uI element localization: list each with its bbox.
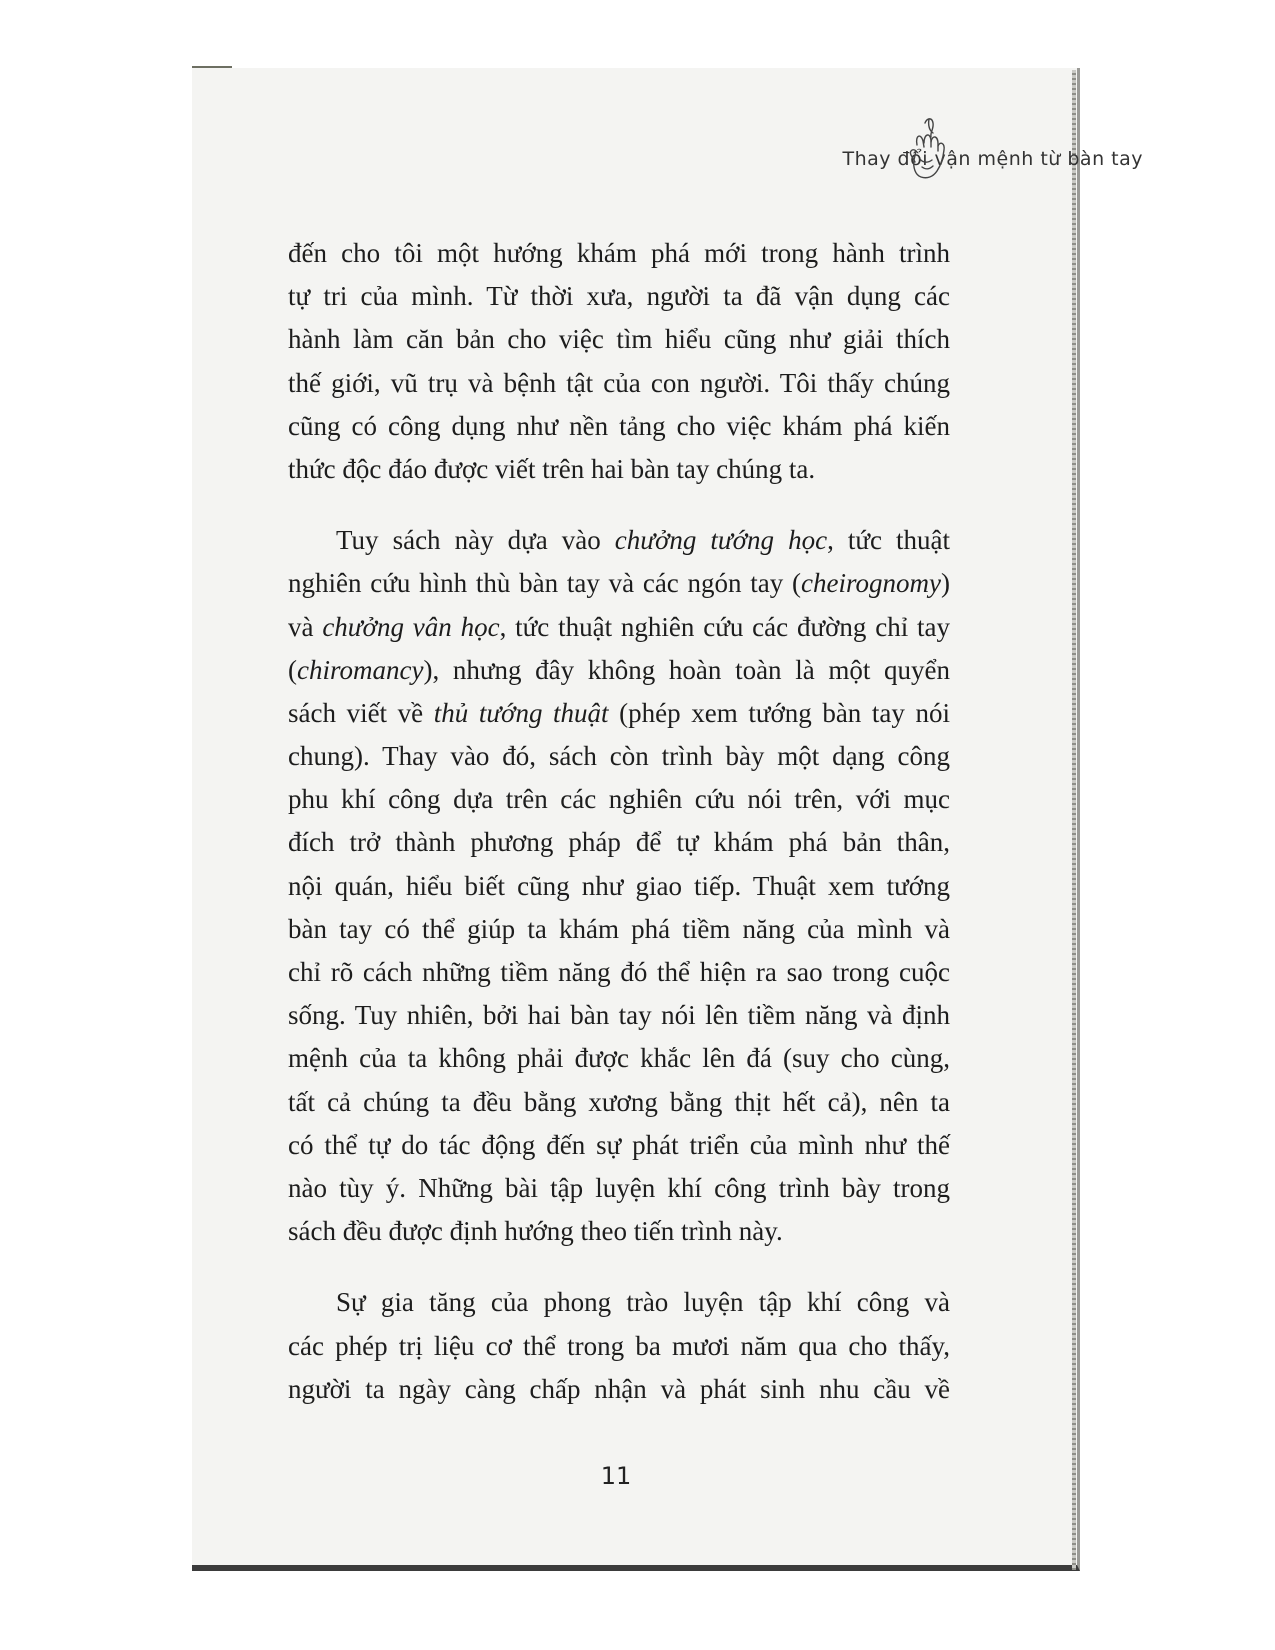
text-line: hành làm căn bản cho việc tìm hiểu cũng như giải thích — [288, 324, 950, 355]
paragraph-3 — [288, 1281, 950, 1411]
text-line: thức độc đáo được viết trên hai bàn tay chúng ta. — [288, 453, 816, 484]
hand-icon — [905, 115, 953, 185]
text-line: (chiromancy), nhưng đây không hoàn toàn là một quyển — [288, 654, 950, 685]
text-line: người ta ngày càng chấp nhận và phát sinh nhu cầu về — [288, 1373, 950, 1404]
text-line: tất cả chúng ta đều bằng xương bằng thịt hết cả), nên ta — [288, 1086, 950, 1117]
text-line: phu khí công dựa trên các nghiên cứu nói trên, với mục — [288, 784, 950, 815]
text-line: có thể tự do tác động đến sự phát triển của mình như thế — [288, 1129, 950, 1160]
running-head-title: Thay đổi vận mệnh từ bàn tay — [842, 148, 1143, 170]
text-line: cũng có công dụng như nền tảng cho việc khám phá kiến — [288, 410, 950, 441]
page-edge — [1072, 70, 1076, 1570]
text-line: bàn tay có thể giúp ta khám phá tiềm năng của mình và — [288, 913, 950, 944]
text-line: các phép trị liệu cơ thể trong ba mươi năm qua cho thấy, — [288, 1330, 950, 1361]
page-number: 11 — [600, 1462, 632, 1490]
body-text — [288, 232, 950, 1411]
paragraph-2 — [288, 519, 950, 1253]
text-line: nội quán, hiểu biết cũng như giao tiếp. Thuật xem tướng — [288, 870, 950, 901]
text-line: sách đều được định hướng theo tiến trình này. — [288, 1216, 783, 1247]
paragraph-1 — [288, 232, 950, 491]
text-line: mệnh của ta không phải được khắc lên đá (suy cho cùng, — [288, 1043, 950, 1074]
text-line: đích trở thành phương pháp để tự khám phá bản thân, — [288, 827, 950, 858]
text-line: tự tri của mình. Từ thời xưa, người ta đã vận dụng các — [288, 281, 950, 312]
text-line: và chưởng vân học, tức thuật nghiên cứu các đường chỉ tay — [288, 611, 951, 642]
text-line: sống. Tuy nhiên, bởi hai bàn tay nói lên tiềm năng và định — [288, 1000, 950, 1031]
text-line: Sự gia tăng của phong trào luyện tập khí công và — [336, 1287, 950, 1318]
text-line: thế giới, vũ trụ và bệnh tật của con người. Tôi thấy chúng — [288, 367, 950, 398]
text-line: chung). Thay vào đó, sách còn trình bày một dạng công — [288, 741, 950, 772]
text-line: nghiên cứu hình thù bàn tay và các ngón tay (cheirognomy) — [288, 568, 950, 599]
text-line: Tuy sách này dựa vào chưởng tướng học, tức thuật — [336, 525, 950, 556]
text-line: chỉ rõ cách những tiềm năng đó thể hiện ra sao trong cuộc — [288, 957, 950, 987]
text-line: sách viết về thủ tướng thuật (phép xem tướng bàn tay nói — [288, 697, 950, 728]
text-line: đến cho tôi một hướng khám phá mới trong hành trình — [288, 238, 950, 268]
text-line: nào tùy ý. Những bài tập luyện khí công trình bày trong — [288, 1172, 950, 1203]
